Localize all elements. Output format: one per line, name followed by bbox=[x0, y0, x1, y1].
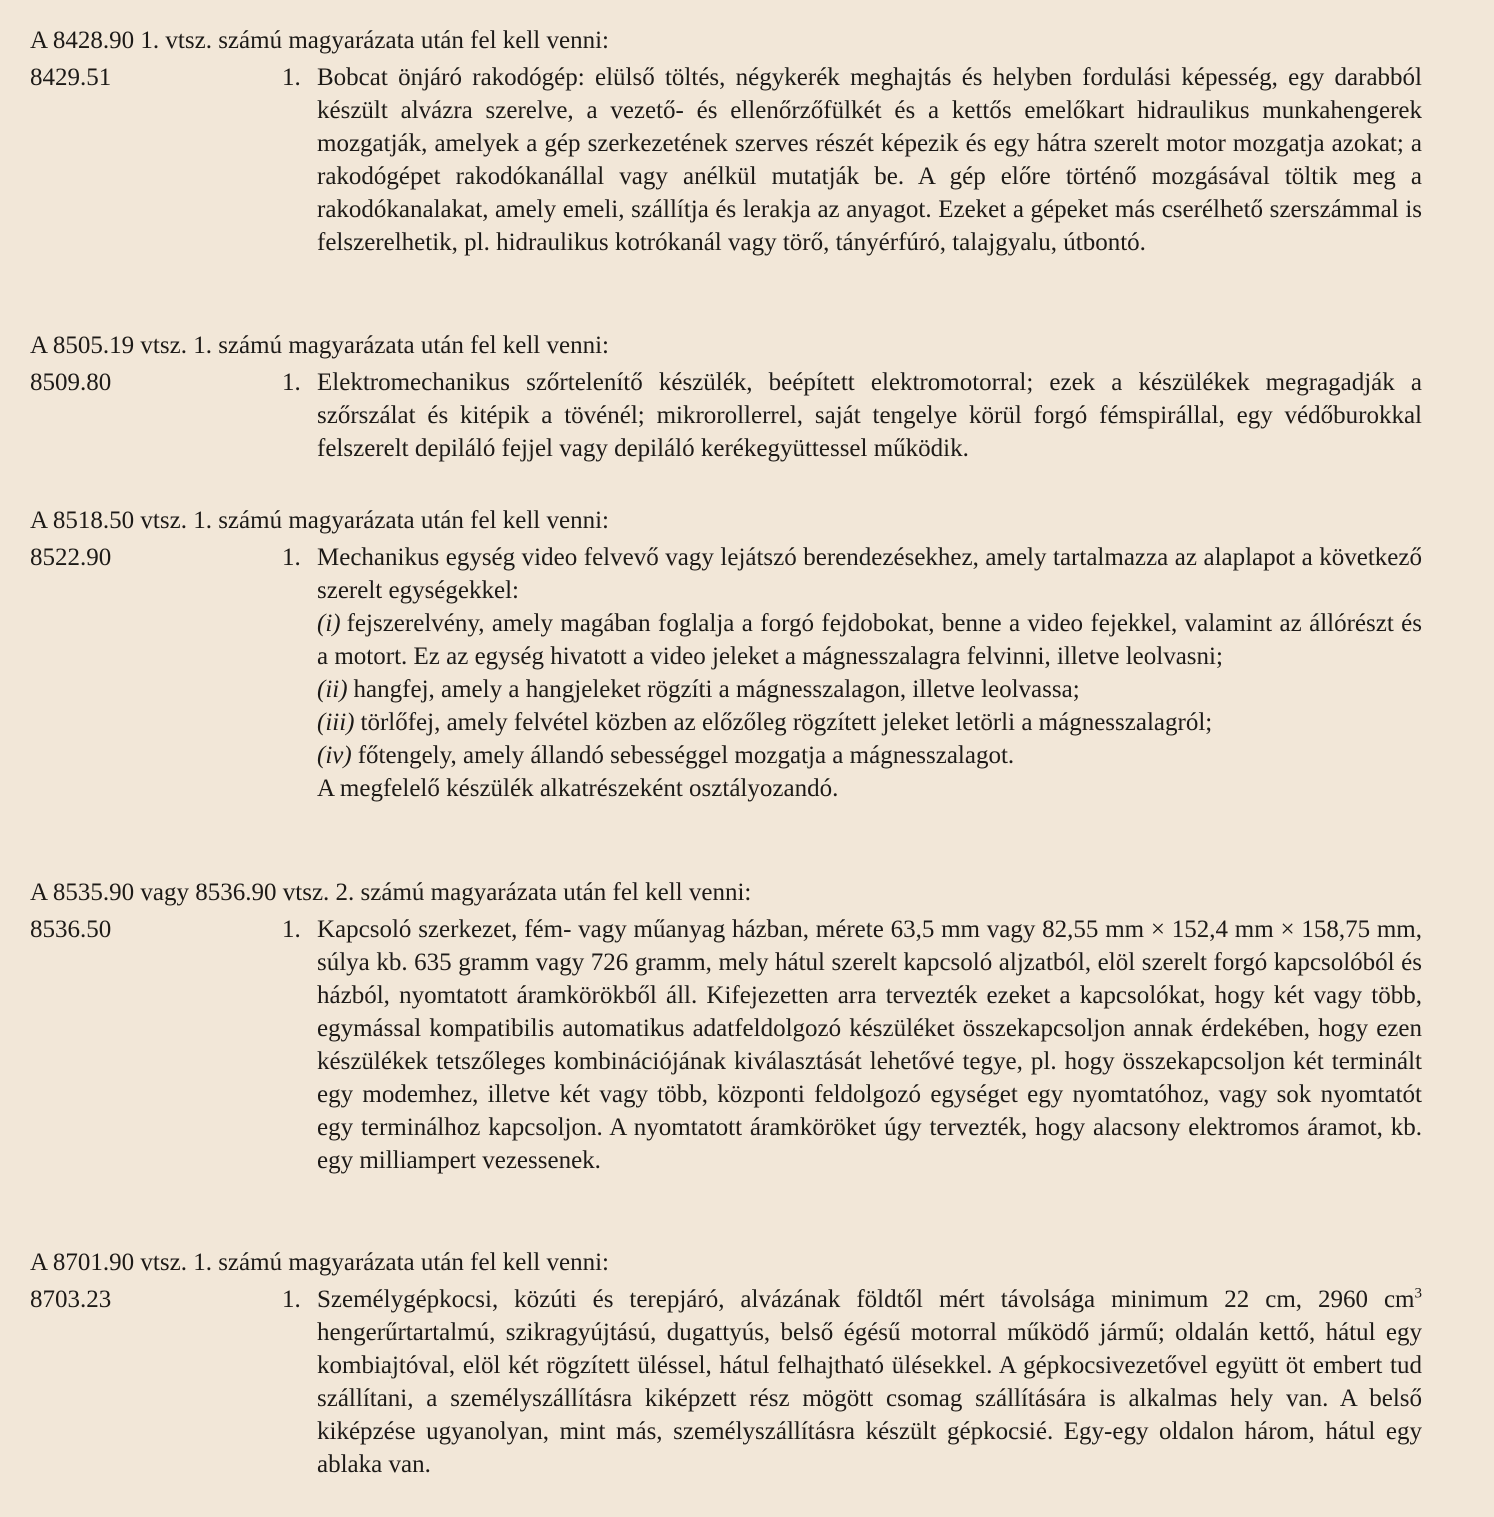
tariff-code: 8429.51 bbox=[30, 64, 112, 91]
tariff-code: 8522.90 bbox=[30, 544, 112, 571]
item-number: 1. bbox=[282, 916, 301, 943]
section-heading: A 8518.50 vtsz. 1. számú magyarázata után fel kell venni: bbox=[30, 507, 609, 534]
section-heading: A 8428.90 1. vtsz. számú magyarázata után fel kell venni: bbox=[30, 27, 609, 54]
sub-item bbox=[317, 607, 1422, 673]
item-text bbox=[317, 1283, 1422, 1481]
sub-item-text: fejszerelvény, amely magában foglalja a forgó fejdobokat, benne a video fejekkel, valamint az állórészt és a motort. Ez az egység hivatott a video jeleket a mágnesszalagra felvinni, illetve leolvasni; bbox=[317, 610, 1422, 670]
superscript: 3 bbox=[1414, 1285, 1422, 1302]
section-heading: A 8505.19 vtsz. 1. számú magyarázata után fel kell venni: bbox=[30, 332, 609, 359]
sub-item bbox=[317, 706, 1422, 739]
item-text bbox=[317, 913, 1422, 1177]
item-text-part: Személygépkocsi, közúti és terepjáró, alvázának földtől mért távolsága minimum 22 cm, 2960 cm bbox=[317, 1286, 1415, 1313]
item-text-part: hengerűrtartalmú, szikragyújtású, dugattyús, belső égésű motorral működő jármű; oldalán kettő, hátul egy kombiajtóval, elöl két rögzített üléssel, hátul felhajtható ülésekkel. A gépkocsivezetővel együtt öt embert tud szállítani, a személyszállításra kiképzett rész mögött csomag szállítására is alkalmas hely van. A belső kiképzése ugyanolyan, mint más, személyszállításra készült gépkocsié. Egy-egy oldalon három, hátul egy ablaka van. bbox=[317, 1319, 1422, 1478]
tariff-code: 8536.50 bbox=[30, 916, 112, 943]
item-text bbox=[317, 61, 1422, 259]
item-number: 1. bbox=[282, 64, 301, 91]
sub-item-text: főtengely, amely állandó sebességgel mozgatja a mágnesszalagot. bbox=[357, 742, 1015, 769]
sub-item bbox=[317, 673, 1422, 706]
sub-item-text: hangfej, amely a hangjeleket rögzíti a mágnesszalagon, illetve leolvassa; bbox=[353, 676, 1080, 703]
item-paragraph: Mechanikus egység video felvevő vagy lejátszó berendezésekhez, amely tartalmazza az alaplapot a következő szerelt egységekkel: bbox=[317, 544, 1422, 604]
closing-note: A megfelelő készülék alkatrészeként osztályozandó. bbox=[317, 775, 839, 802]
sub-item bbox=[317, 739, 1422, 772]
item-number: 1. bbox=[282, 369, 301, 396]
item-number: 1. bbox=[282, 1286, 301, 1313]
sub-item-mark: (ii) bbox=[317, 676, 348, 703]
section-heading: A 8535.90 vagy 8536.90 vtsz. 2. számú magyarázata után fel kell venni: bbox=[30, 879, 752, 906]
tariff-code: 8509.80 bbox=[30, 369, 112, 396]
item-paragraph bbox=[317, 1283, 1422, 1481]
tariff-code: 8703.23 bbox=[30, 1286, 112, 1313]
item-number: 1. bbox=[282, 544, 301, 571]
sub-item-mark: (i) bbox=[317, 610, 341, 637]
item-text bbox=[317, 541, 1422, 805]
sub-item-mark: (iii) bbox=[317, 709, 355, 736]
sub-item-mark: (iv) bbox=[317, 742, 352, 769]
item-paragraph: Kapcsoló szerkezet, fém- vagy műanyag házban, mérete 63,5 mm vagy 82,55 mm × 152,4 mm × 158,75 mm, súlya kb. 635 gramm vagy 726 gramm, mely hátul szerelt kapcsoló aljzatból, elöl szerelt forgó kapcsolóból és házból, nyomtatott áramkörökből áll. Kifejezetten arra tervezték ezeket a kapcsolókat, hogy két vagy több, egymással kompatibilis automatikus adatfeldolgozó készüléket összekapcsoljon annak érdekében, hogy ezen készülékek tetszőleges kombinációjának kiválasztását lehetővé tegye, pl. hogy összekapcsoljon két terminált egy modemhez, illetve két vagy több, központi feldolgozó egységet egy nyomtatóhoz, vagy sok nyomtatót egy terminálhoz kapcsoljon. A nyomtatott áramköröket úgy tervezték, hogy alacsony elektromos áramot, kb. egy milliampert vezessenek. bbox=[317, 916, 1422, 1174]
item-paragraph: Elektromechanikus szőrtelenítő készülék, beépített elektromotorral; ezek a készülékek megragadják a szőrszálat és kitépik a tövénél; mikrorollerrel, saját tengelye körül forgó fémspirállal, egy védőburokkal felszerelt depiláló fejjel vagy depiláló kerékegyüttessel működik. bbox=[317, 369, 1422, 462]
item-text bbox=[317, 366, 1422, 465]
section-heading: A 8701.90 vtsz. 1. számú magyarázata után fel kell venni: bbox=[30, 1249, 609, 1276]
item-paragraph: Bobcat önjáró rakodógép: elülső töltés, négykerék meghajtás és helyben fordulási képesség, egy darabból készült alvázra szerelve, a vezető- és ellenőrzőfülkét és a kettős emelőkart hidraulikus munkahengerek mozgatják, amelyek a gép szerkezetének szerves részét képezik és egy hátra szerelt motor mozgatja azokat; a rakodógépet rakodókanállal vagy anélkül mutatják be. A gép előre történő mozgásával töltik meg a rakodókanalakat, amely emeli, szállítja és lerakja az anyagot. Ezeket a gépeket más cserélhető szerszámmal is felszerelhetik, pl. hidraulikus kotrókanál vagy törő, tányérfúró, talajgyalu, útbontó. bbox=[317, 64, 1422, 256]
sub-item-text: törlőfej, amely felvétel közben az előzőleg rögzített jeleket letörli a mágnesszalagról; bbox=[360, 709, 1213, 736]
